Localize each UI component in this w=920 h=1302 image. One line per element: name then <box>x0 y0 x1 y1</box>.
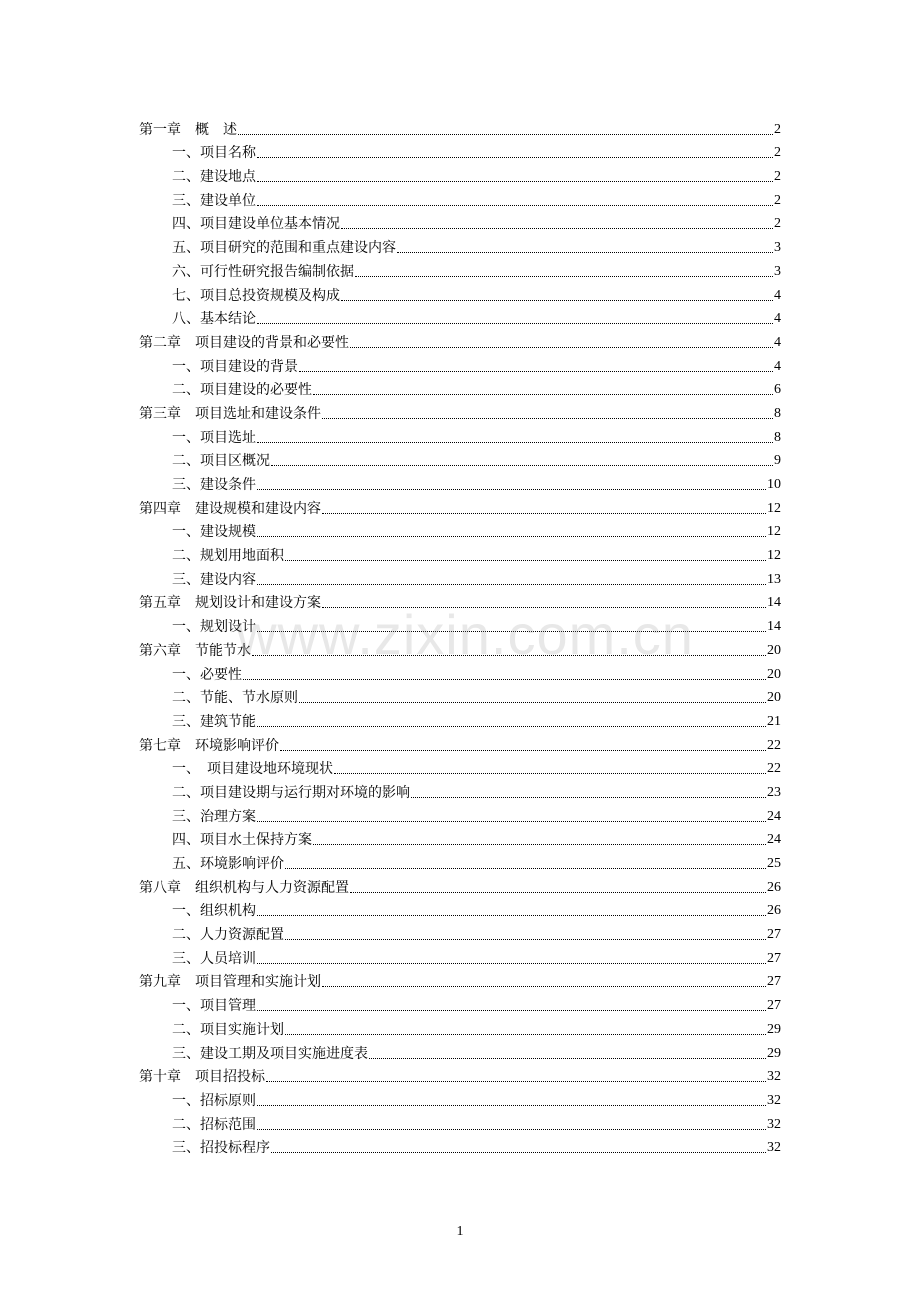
toc-dot-leader <box>257 1010 766 1011</box>
toc-dot-leader <box>299 702 766 703</box>
toc-section-entry[interactable] <box>139 897 781 921</box>
toc-chapter-entry[interactable] <box>139 636 781 660</box>
toc-entry-label: 三、建设条件 <box>172 477 256 493</box>
toc-dot-leader <box>355 276 773 277</box>
toc-entry-label: 一、项目选址 <box>172 429 256 446</box>
toc-chapter-entry[interactable] <box>139 589 781 613</box>
toc-entry-label: 五、项目研究的范围和重点建设内容 <box>172 240 396 257</box>
toc-entry-label: 第四章 建设规模和建设内容 <box>139 500 321 517</box>
toc-entry-page-number: 22 <box>767 737 781 753</box>
toc-dot-leader <box>257 584 766 585</box>
toc-entry-page-number: 4 <box>774 287 781 303</box>
toc-chapter-entry[interactable] <box>139 328 781 352</box>
toc-dot-leader <box>257 181 773 182</box>
toc-section-entry[interactable] <box>139 305 781 329</box>
toc-entry-label: 一、项目建设的背景 <box>172 358 298 375</box>
toc-chapter-entry[interactable] <box>139 115 781 139</box>
toc-chapter-entry[interactable] <box>139 399 781 423</box>
toc-dot-leader <box>322 986 766 987</box>
toc-entry-page-number: 27 <box>767 974 781 990</box>
toc-dot-leader <box>257 1105 766 1106</box>
toc-dot-leader <box>285 868 766 869</box>
toc-dot-leader <box>334 773 766 774</box>
toc-section-entry[interactable] <box>139 233 781 257</box>
toc-dot-leader <box>257 821 766 822</box>
toc-section-entry[interactable] <box>139 1086 781 1110</box>
toc-dot-leader <box>341 228 773 229</box>
toc-section-entry[interactable] <box>139 802 781 826</box>
toc-section-entry[interactable] <box>139 162 781 186</box>
toc-entry-page-number: 27 <box>767 998 781 1014</box>
toc-entry-page-number: 20 <box>767 642 781 658</box>
toc-section-entry[interactable] <box>139 991 781 1015</box>
toc-entry-page-number: 13 <box>767 571 781 587</box>
toc-entry-label: 二、建设地点 <box>172 169 256 186</box>
toc-dot-leader <box>350 892 766 893</box>
toc-entry-page-number: 2 <box>774 216 781 232</box>
watermark: www.zixin.com.cn <box>236 603 694 666</box>
toc-entry-page-number: 9 <box>774 453 781 469</box>
toc-entry-label: 三、建筑节能 <box>172 713 256 730</box>
toc-dot-leader <box>257 489 766 490</box>
toc-entry-page-number: 29 <box>767 1045 781 1061</box>
toc-entry-page-number: 2 <box>774 145 781 161</box>
toc-entry-label: 三、建设单位 <box>172 192 256 209</box>
toc-entry-label: 一、组织机构 <box>172 903 256 920</box>
toc-section-entry[interactable] <box>139 565 781 589</box>
toc-entry-page-number: 4 <box>774 358 781 374</box>
toc-section-entry[interactable] <box>139 707 781 731</box>
toc-dot-leader <box>257 963 766 964</box>
toc-dot-leader <box>322 607 766 608</box>
toc-entry-page-number: 4 <box>774 311 781 327</box>
toc-entry-page-number: 6 <box>774 382 781 398</box>
toc-section-entry[interactable] <box>139 376 781 400</box>
toc-dot-leader <box>285 560 766 561</box>
toc-entry-label: 三、人员培训 <box>172 950 256 967</box>
toc-entry-page-number: 3 <box>774 240 781 256</box>
toc-section-entry[interactable] <box>139 660 781 684</box>
toc-section-entry[interactable] <box>139 281 781 305</box>
toc-section-entry[interactable] <box>139 1110 781 1134</box>
toc-dot-leader <box>285 1034 766 1035</box>
toc-entry-label: 第九章 项目管理和实施计划 <box>139 974 321 991</box>
toc-dot-leader <box>257 1129 766 1130</box>
toc-entry-page-number: 27 <box>767 927 781 943</box>
toc-dot-leader <box>257 157 773 158</box>
toc-section-entry[interactable] <box>139 849 781 873</box>
toc-entry-label: 第八章 组织机构与人力资源配置 <box>139 879 349 896</box>
toc-dot-leader <box>257 205 773 206</box>
toc-dot-leader <box>341 300 773 301</box>
toc-entry-page-number: 10 <box>767 477 781 492</box>
toc-entry-label: 第二章 项目建设的背景和必要性 <box>139 334 349 351</box>
toc-entry-label: 一、招标原则 <box>172 1092 256 1109</box>
toc-entry-label: 第六章 节能节水 <box>139 642 251 659</box>
toc-dot-leader <box>243 679 766 680</box>
toc-entry-label: 二、人力资源配置 <box>172 927 284 944</box>
toc-entry-page-number: 29 <box>767 1021 781 1037</box>
toc-dot-leader <box>252 655 766 656</box>
toc-section-entry[interactable] <box>139 1015 781 1039</box>
toc-dot-leader <box>322 418 773 419</box>
toc-section-entry[interactable] <box>139 423 781 447</box>
toc-entry-label: 第三章 项目选址和建设条件 <box>139 405 321 422</box>
toc-chapter-entry[interactable] <box>139 1063 781 1087</box>
toc-dot-leader <box>257 536 766 537</box>
toc-dot-leader <box>369 1058 766 1059</box>
toc-section-entry[interactable] <box>139 1134 781 1158</box>
toc-entry-page-number: 32 <box>767 1069 781 1085</box>
toc-entry-label: 四、项目建设单位基本情况 <box>172 216 340 233</box>
toc-dot-leader <box>280 750 766 751</box>
toc-section-entry[interactable] <box>139 755 781 779</box>
toc-entry-label: 二、招标范围 <box>172 1116 256 1133</box>
toc-entry-page-number: 25 <box>767 856 781 871</box>
toc-section-entry[interactable] <box>139 826 781 850</box>
toc-entry-page-number: 20 <box>767 666 781 682</box>
toc-dot-leader <box>257 726 766 727</box>
toc-entry-page-number: 23 <box>767 784 781 800</box>
toc-entry-label: 八、基本结论 <box>172 311 256 328</box>
toc-entry-page-number: 12 <box>767 500 781 516</box>
toc-entry-label: 第一章 概 述 <box>139 121 237 138</box>
toc-chapter-entry[interactable] <box>139 494 781 518</box>
toc-chapter-entry[interactable] <box>139 968 781 992</box>
toc-section-entry[interactable] <box>139 470 781 494</box>
toc-entry-page-number: 32 <box>767 1092 781 1108</box>
toc-entry-page-number: 2 <box>774 192 781 208</box>
page-number: 1 <box>456 1224 464 1239</box>
toc-entry-page-number: 14 <box>767 595 781 611</box>
toc-section-entry[interactable] <box>139 920 781 944</box>
toc-entry-label: 六、可行性研究报告编制依据 <box>172 263 354 280</box>
toc-entry-page-number: 12 <box>767 548 781 564</box>
toc-entry-page-number: 8 <box>774 429 781 445</box>
toc-entry-page-number: 32 <box>767 1140 781 1156</box>
toc-entry-label: 七、项目总投资规模及构成 <box>172 287 340 304</box>
toc-dot-leader <box>266 1081 766 1082</box>
toc-entry-label: 二、项目区概况 <box>172 453 270 470</box>
toc-dot-leader <box>350 347 773 348</box>
toc-entry-page-number: 4 <box>774 334 781 350</box>
toc-dot-leader <box>397 252 773 253</box>
toc-dot-leader <box>411 797 766 798</box>
toc-entry-label: 一、项目管理 <box>172 998 256 1015</box>
toc-entry-label: 三、招投标程序 <box>172 1140 270 1157</box>
toc-entry-label: 一、规划设计 <box>172 619 256 636</box>
toc-dot-leader <box>271 1152 766 1153</box>
toc-entry-label: 一、项目名称 <box>172 145 256 162</box>
toc-dot-leader <box>313 394 773 395</box>
toc-entry-label: 二、项目建设期与运行期对环境的影响 <box>172 784 410 801</box>
toc-entry-page-number: 26 <box>767 903 781 919</box>
toc-section-entry[interactable] <box>139 541 781 565</box>
toc-section-entry[interactable] <box>139 684 781 708</box>
toc-entry-label: 一、 项目建设地环境现状 <box>172 761 333 778</box>
toc-section-entry[interactable] <box>139 186 781 210</box>
toc-section-entry[interactable] <box>139 612 781 636</box>
table-of-contents <box>139 115 781 1157</box>
toc-entry-page-number: 26 <box>767 879 781 895</box>
toc-dot-leader <box>257 915 766 916</box>
toc-entry-label: 第七章 环境影响评价 <box>139 737 279 754</box>
toc-entry-page-number: 22 <box>767 761 781 777</box>
toc-entry-label: 一、必要性 <box>172 666 242 683</box>
toc-entry-label: 五、环境影响评价 <box>172 856 284 872</box>
toc-entry-page-number: 14 <box>767 619 781 635</box>
toc-entry-page-number: 2 <box>774 121 781 137</box>
toc-entry-page-number: 2 <box>774 169 781 185</box>
toc-dot-leader <box>257 442 773 443</box>
toc-entry-label: 二、项目建设的必要性 <box>172 382 312 399</box>
toc-entry-label: 二、规划用地面积 <box>172 548 284 565</box>
toc-entry-page-number: 12 <box>767 524 781 540</box>
toc-section-entry[interactable] <box>139 352 781 376</box>
toc-dot-leader <box>299 371 773 372</box>
toc-entry-page-number: 27 <box>767 950 781 966</box>
toc-entry-page-number: 24 <box>767 808 781 824</box>
toc-entry-label: 三、建设内容 <box>172 571 256 588</box>
toc-section-entry[interactable] <box>139 139 781 163</box>
toc-entry-label: 二、项目实施计划 <box>172 1021 284 1038</box>
toc-entry-label: 三、治理方案 <box>172 808 256 825</box>
toc-dot-leader <box>257 631 766 632</box>
toc-entry-page-number: 8 <box>774 405 781 421</box>
toc-chapter-entry[interactable] <box>139 731 781 755</box>
toc-section-entry[interactable] <box>139 210 781 234</box>
toc-dot-leader <box>285 939 766 940</box>
toc-dot-leader <box>257 323 773 324</box>
toc-section-entry[interactable] <box>139 447 781 471</box>
toc-entry-page-number: 21 <box>767 713 781 729</box>
toc-section-entry[interactable] <box>139 257 781 281</box>
toc-entry-label: 二、节能、节水原则 <box>172 690 298 707</box>
toc-section-entry[interactable] <box>139 1039 781 1063</box>
toc-dot-leader <box>322 513 766 514</box>
toc-entry-label: 三、建设工期及项目实施进度表 <box>172 1045 368 1062</box>
toc-entry-label: 一、建设规模 <box>172 524 256 541</box>
toc-chapter-entry[interactable] <box>139 873 781 897</box>
toc-entry-page-number: 24 <box>767 832 781 848</box>
toc-dot-leader <box>271 465 773 466</box>
toc-section-entry[interactable] <box>139 778 781 802</box>
toc-entry-page-number: 20 <box>767 690 781 706</box>
toc-entry-label: 第十章 项目招投标 <box>139 1069 265 1086</box>
toc-dot-leader <box>313 844 766 845</box>
toc-section-entry[interactable] <box>139 944 781 968</box>
toc-entry-label: 四、项目水土保持方案 <box>172 832 312 849</box>
toc-dot-leader <box>238 134 773 135</box>
toc-entry-page-number: 32 <box>767 1116 781 1132</box>
toc-entry-label: 第五章 规划设计和建设方案 <box>139 595 321 612</box>
toc-entry-page-number: 3 <box>774 263 781 279</box>
toc-section-entry[interactable] <box>139 518 781 542</box>
